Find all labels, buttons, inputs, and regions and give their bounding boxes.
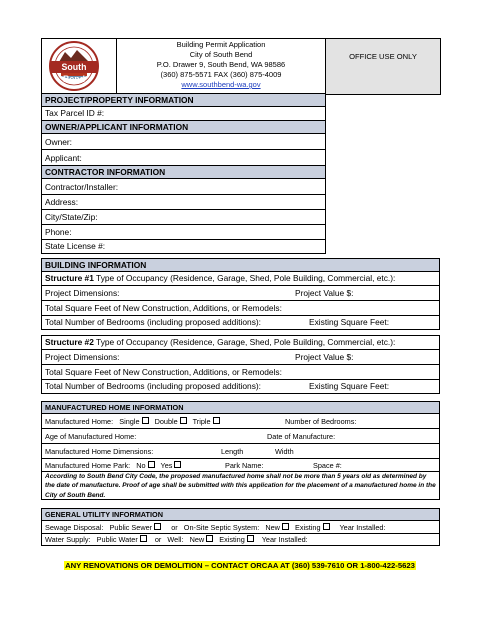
mh-space-field[interactable]: Space #: bbox=[313, 461, 342, 470]
s1-dimensions-field[interactable]: Project Dimensions: bbox=[45, 288, 120, 298]
city-logo bbox=[47, 40, 101, 92]
septic-existing-checkbox[interactable] bbox=[323, 523, 330, 530]
structure1-label: Structure #1 bbox=[45, 273, 94, 283]
septic-year-field[interactable]: Year Installed: bbox=[339, 523, 386, 532]
s2-dimensions-field[interactable]: Project Dimensions: bbox=[45, 352, 120, 362]
contractor-installer-field[interactable]: Contractor/Installer: bbox=[45, 182, 119, 192]
s1-bedrooms-field[interactable]: Total Number of Bedrooms (including proposed additions): bbox=[45, 317, 262, 327]
structure2-type-field[interactable] bbox=[42, 336, 439, 349]
public-sewer-checkbox[interactable] bbox=[154, 523, 161, 530]
contractor-address-field[interactable]: Address: bbox=[45, 197, 79, 207]
s2-square-feet-field[interactable]: Total Square Feet of New Construction, Additions, or Remodels: bbox=[45, 367, 282, 377]
office-use-label: OFFICE USE ONLY bbox=[349, 52, 417, 61]
triple-checkbox[interactable] bbox=[213, 417, 220, 424]
septic-label: On-Site Septic System: bbox=[183, 523, 260, 532]
water-label: Water Supply: bbox=[45, 535, 91, 544]
contractor-license-field[interactable]: State License #: bbox=[45, 241, 106, 251]
s1-square-feet-field[interactable]: Total Square Feet of New Construction, Additions, or Remodels: bbox=[45, 303, 282, 313]
single-checkbox[interactable] bbox=[142, 417, 149, 424]
sewage-label: Sewage Disposal: bbox=[45, 523, 104, 532]
park-no-label: No bbox=[136, 461, 146, 470]
s2-value-field[interactable]: Project Value $: bbox=[295, 352, 354, 362]
form-title: Building Permit Application bbox=[176, 40, 266, 49]
park-no-checkbox[interactable] bbox=[148, 461, 155, 468]
sewer-or-label: or bbox=[171, 523, 178, 532]
water-or-label: or bbox=[154, 535, 162, 544]
phone-fax: (360) 875-5571 FAX (360) 875-4009 bbox=[160, 70, 282, 79]
mh-park-name-field[interactable]: Park Name: bbox=[225, 461, 264, 470]
tax-parcel-field[interactable]: Tax Parcel ID #: bbox=[45, 108, 105, 118]
well-label: Well: bbox=[167, 535, 184, 544]
mh-park-label: Manufactured Home Park: bbox=[45, 461, 131, 470]
contractor-heading: CONTRACTOR INFORMATION bbox=[42, 166, 325, 178]
water-row bbox=[42, 533, 439, 546]
s1-existing-sqft-field[interactable]: Existing Square Feet: bbox=[309, 317, 390, 327]
public-water-checkbox[interactable] bbox=[140, 535, 147, 542]
septic-new-checkbox[interactable] bbox=[282, 523, 289, 530]
mh-width-field[interactable]: Width bbox=[275, 447, 294, 456]
mh-bedrooms-field[interactable]: Number of Bedrooms: bbox=[285, 417, 357, 426]
single-label: Single bbox=[119, 417, 140, 426]
septic-new-label: New bbox=[265, 523, 280, 532]
septic-existing-label: Existing bbox=[294, 523, 321, 532]
s2-existing-sqft-field[interactable]: Existing Square Feet: bbox=[309, 381, 390, 391]
website-link[interactable]: www.southbend-wa.gov bbox=[181, 80, 261, 89]
contractor-phone-field[interactable]: Phone: bbox=[45, 227, 72, 237]
s1-value-field[interactable]: Project Value $: bbox=[295, 288, 354, 298]
orcaa-notice-text: ANY RENOVATIONS OR DEMOLITION – CONTACT ORCAA AT (360) 539-7610 OR 1-800-422-5623 bbox=[65, 561, 415, 570]
contractor-city-field[interactable]: City/State/Zip: bbox=[45, 212, 98, 222]
mh-age-note: According to South Bend City Code, the proposed manufactured home shall not be more than 5 years old as determined by the date of manufacture. Proof of age shall be submitted with this application for the placement of a manufactured home in the City of South Bend. bbox=[45, 473, 436, 499]
office-use-box bbox=[326, 39, 440, 94]
utility-heading: GENERAL UTILITY INFORMATION bbox=[42, 509, 439, 520]
triple-label: Triple bbox=[192, 417, 211, 426]
well-existing-checkbox[interactable] bbox=[247, 535, 254, 542]
park-yes-label: Yes bbox=[160, 461, 173, 470]
mh-date-field[interactable]: Date of Manufacture: bbox=[267, 432, 336, 441]
mh-dimensions-field[interactable]: Manufactured Home Dimensions: bbox=[45, 447, 154, 456]
s2-bedrooms-field[interactable]: Total Number of Bedrooms (including proposed additions): bbox=[45, 381, 262, 391]
double-label: Double bbox=[154, 417, 178, 426]
manufactured-heading: MANUFACTURED HOME INFORMATION bbox=[42, 402, 439, 413]
orcaa-notice bbox=[0, 555, 480, 573]
structure2-type-label: Type of Occupancy (Residence, Garage, Shed, Pole Building, Commercial, etc.): bbox=[93, 337, 396, 347]
building-heading: BUILDING INFORMATION bbox=[42, 259, 439, 271]
mailing-address: P.O. Drawer 9, South Bend, WA 98586 bbox=[156, 60, 286, 69]
home-type-label: Manufactured Home: bbox=[45, 417, 114, 426]
owner-field[interactable]: Owner: bbox=[45, 137, 72, 147]
park-yes-checkbox[interactable] bbox=[174, 461, 181, 468]
public-water-label: Public Water bbox=[96, 535, 138, 544]
mh-age-field[interactable]: Age of Manufactured Home: bbox=[45, 432, 137, 441]
project-heading: PROJECT/PROPERTY INFORMATION bbox=[42, 94, 325, 106]
city-name: City of South Bend bbox=[189, 50, 253, 59]
well-new-checkbox[interactable] bbox=[206, 535, 213, 542]
structure1-type-label: Type of Occupancy (Residence, Garage, Shed, Pole Building, Commercial, etc.): bbox=[93, 273, 396, 283]
mh-length-field[interactable]: Length bbox=[221, 447, 244, 456]
well-existing-label: Existing bbox=[219, 535, 245, 544]
double-checkbox[interactable] bbox=[180, 417, 187, 424]
structure1-type-field[interactable] bbox=[42, 272, 439, 285]
owner-heading: OWNER/APPLICANT INFORMATION bbox=[42, 121, 325, 133]
well-new-label: New bbox=[189, 535, 205, 544]
logo-text: South Bend bbox=[50, 61, 98, 73]
applicant-field[interactable]: Applicant: bbox=[45, 153, 82, 163]
structure2-label: Structure #2 bbox=[45, 337, 94, 347]
public-sewer-label: Public Sewer bbox=[109, 523, 153, 532]
well-year-field[interactable]: Year Installed: bbox=[261, 535, 308, 544]
